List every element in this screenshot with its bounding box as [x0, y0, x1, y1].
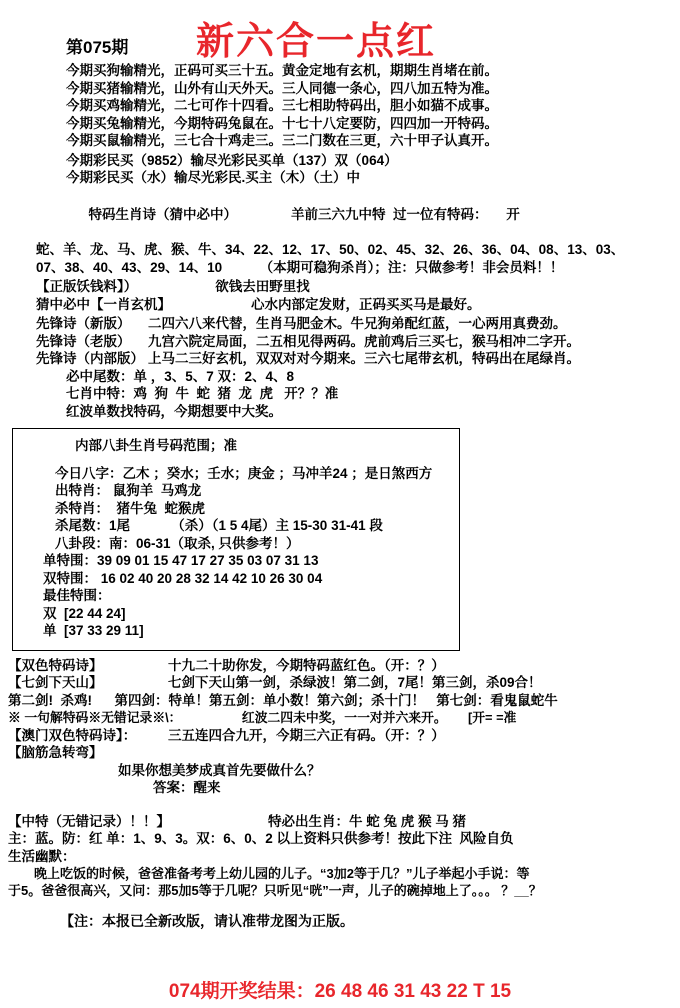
page-title: 新六合一点红 — [196, 19, 437, 63]
zodiac-right: 羊前三六九中特 过一位有特码： 开 — [291, 207, 520, 222]
draw-result: 074期开奖结果：26 48 46 31 43 22 T 15 — [168, 981, 512, 1002]
xianfeng-section — [0, 315, 680, 420]
chu-te-xiao: 出特肖： 鼠狗羊 马鸡龙 — [55, 483, 202, 498]
zhongte-section — [0, 813, 680, 900]
bagua-duan: 八卦段：南：06-31（取杀, 只供参考！） — [55, 535, 300, 551]
jian-line3: ※ 一句解特码※无错记录※\： 红波二四未中奖，一一对并六来开。 [开= =准 — [8, 710, 517, 725]
jian-line2: 杀鸡! 第四剑：特单！第五剑：单小数！第六剑；杀十门！ 第七剑：看鬼鼠蛇牛 — [53, 692, 558, 708]
shuangse-label: 【双色特码诗】 — [8, 657, 103, 673]
jian-label: 【七剑下天山】 — [8, 675, 103, 690]
xianfeng-text: 二四六八来代替，生肖马肥金木。牛兄狗弟配红蓝，一心两用真费劲。 — [148, 316, 567, 331]
xianfeng-label: 先锋诗（内部版） — [36, 351, 144, 366]
page-header — [0, 0, 680, 62]
best-label: 最佳特围： — [43, 588, 111, 603]
best-shuang: 双 [22 44 24] — [43, 605, 126, 621]
jian-label2: 第二剑! — [8, 692, 53, 708]
dan-range-label: 单特围： — [43, 553, 97, 568]
zhengban-label: 【正版饫钱料】） — [36, 279, 138, 294]
dan-range: 39 09 01 15 47 17 27 35 03 07 31 13 — [97, 553, 319, 568]
zhengban-section — [0, 278, 680, 313]
xianfeng-label: 先锋诗（新版） — [36, 316, 131, 331]
lottery-section — [0, 152, 680, 187]
zhongte-label: 【中特（无错记录）！！】 — [8, 813, 170, 829]
riddle-answer: 醒来 — [193, 780, 221, 795]
shuang-range-label: 双特围： — [43, 570, 97, 586]
poem-line: 今期买狗输精光，正码可买三十五。黄金定地有玄机，期期生肖堵在前。 — [66, 63, 498, 78]
shuangse-section — [0, 657, 680, 797]
zhongte-text: 特必出生肖：牛 蛇 兔 虎 猴 马 猪 — [268, 813, 467, 829]
best-dan: 单 [37 33 29 11] — [43, 623, 144, 638]
zodiac-row: 07、38、40、43、29、14、10 （本期可稳狗杀肖）；注：只做参考！非会员料！！ — [36, 259, 564, 275]
xianfeng-text: 九宫六院定局面，二五相见得两码。虎前鸡后三买七，猴马相冲二字开。 — [148, 333, 580, 349]
issue-number: 第075期 — [66, 38, 129, 57]
poem-section — [0, 62, 680, 150]
riddle-answer-label: 答案： — [153, 780, 194, 795]
guess-text: 心水内部定发财，正码买买马是最好。 — [251, 296, 481, 312]
joke-line2: 于5。爸爸很高兴，又问：那5加5等于几呢？只听见“咣”一声，儿子的碗掉地上了。。。 ？__？ — [8, 883, 542, 898]
aomen-label: 【澳门双色特码诗】： — [8, 727, 137, 743]
aomen-text: 三五连四合九开，今期三六正有码。（开：？） — [168, 727, 445, 743]
xianfeng-text: 上马二三好玄机，双双对对今期来。三六七尾带玄机，特码出在尾绿肖。 — [148, 351, 580, 366]
poem-line: 今期买鸡输精光，二七可作十四看。三七相助特码出，胆小如猫不成事。 — [66, 98, 498, 113]
panel-title: 内部八卦生肖号码范围；准 — [75, 438, 237, 453]
poem-line: 今期买兔输精光，今期特码兔鼠在。十七十八定要防，四四加一开特码。 — [66, 115, 498, 131]
bazi-line: 今日八字：乙木 ；癸水；壬水；庚金 ；马冲羊24 ；是日煞西方 — [55, 465, 433, 481]
xianfeng-label: 先锋诗（老版） — [36, 333, 131, 349]
zhu-line: 主：蓝。防：红 单：1、9、3。双：6、0、2 以上资料只供参考！按此下注 风险自负 — [8, 831, 514, 846]
qixiao-text: 鸡 狗 牛 蛇 猪 龙 虎 开？？准 — [133, 386, 339, 401]
sha-te-xiao: 杀特肖： 猪牛兔 蛇猴虎 — [55, 500, 206, 516]
hongbo-line: 红波单数找特码，今期想要中大奖。 — [66, 403, 282, 419]
guess-label: 猜中必中【一肖玄机】 — [36, 296, 171, 312]
note-text: 【注：本报已全新改版，请认准带龙图为正版。 — [60, 913, 354, 929]
joke-line1: 晚上吃饭的时候，爸爸准备考考上幼儿园的儿子。“3加2等于几？”儿子举起小手说：等 — [34, 866, 530, 881]
zhengban-text: 欲钱去田野里找 — [215, 279, 310, 294]
shuang-range: 16 02 40 20 28 32 14 42 10 26 30 04 — [97, 570, 323, 586]
riddle-question: 如果你想美梦成真首先要做什么？ — [118, 762, 321, 778]
zodiac-section — [0, 189, 680, 277]
zodiac-row: 蛇、羊、龙、马、虎、猴、牛、34、22、12、17、50、02、45、32、26、36、04、08、13、03、 — [36, 242, 625, 257]
note-section — [0, 913, 680, 931]
jian-line1: 七剑下天山第一剑，杀绿波！第二剑，7尾！第三剑，杀09合！ — [168, 675, 542, 690]
zodiac-label: 特码生肖诗（猜中必中） — [88, 207, 238, 222]
sha-wei-shu: 杀尾数：1尾 （杀）（1 5 4尾）主 15-30 31-41 段 — [55, 518, 383, 533]
riddle-label: 【脑筋急转弯】 — [8, 745, 103, 760]
joke-label: 生活幽默： — [8, 848, 76, 864]
bagua-panel — [12, 428, 460, 651]
lottery-line: 今期彩民买（水）输尽光彩民.买主（木）（土）中 — [66, 170, 361, 185]
lottery-line: 今期彩民买（9852）输尽光彩民买单（137）双（064） — [66, 152, 398, 168]
poem-line: 今期买鼠输精光，三七合十鸡走三。三二门数在三更，六十甲子认真开。 — [66, 133, 498, 148]
shuangse-text: 十九二十助你发，今期特码蓝红色。（开：？） — [168, 657, 445, 673]
bizhong-line: 必中尾数：单 ，3、5、7 双：2、4、8 — [66, 368, 295, 384]
qixiao-label: 七肖中特： — [66, 386, 134, 401]
poem-line: 今期买猪输精光，山外有山天外天。三人同德一条心，四八加五特为准。 — [66, 80, 498, 96]
